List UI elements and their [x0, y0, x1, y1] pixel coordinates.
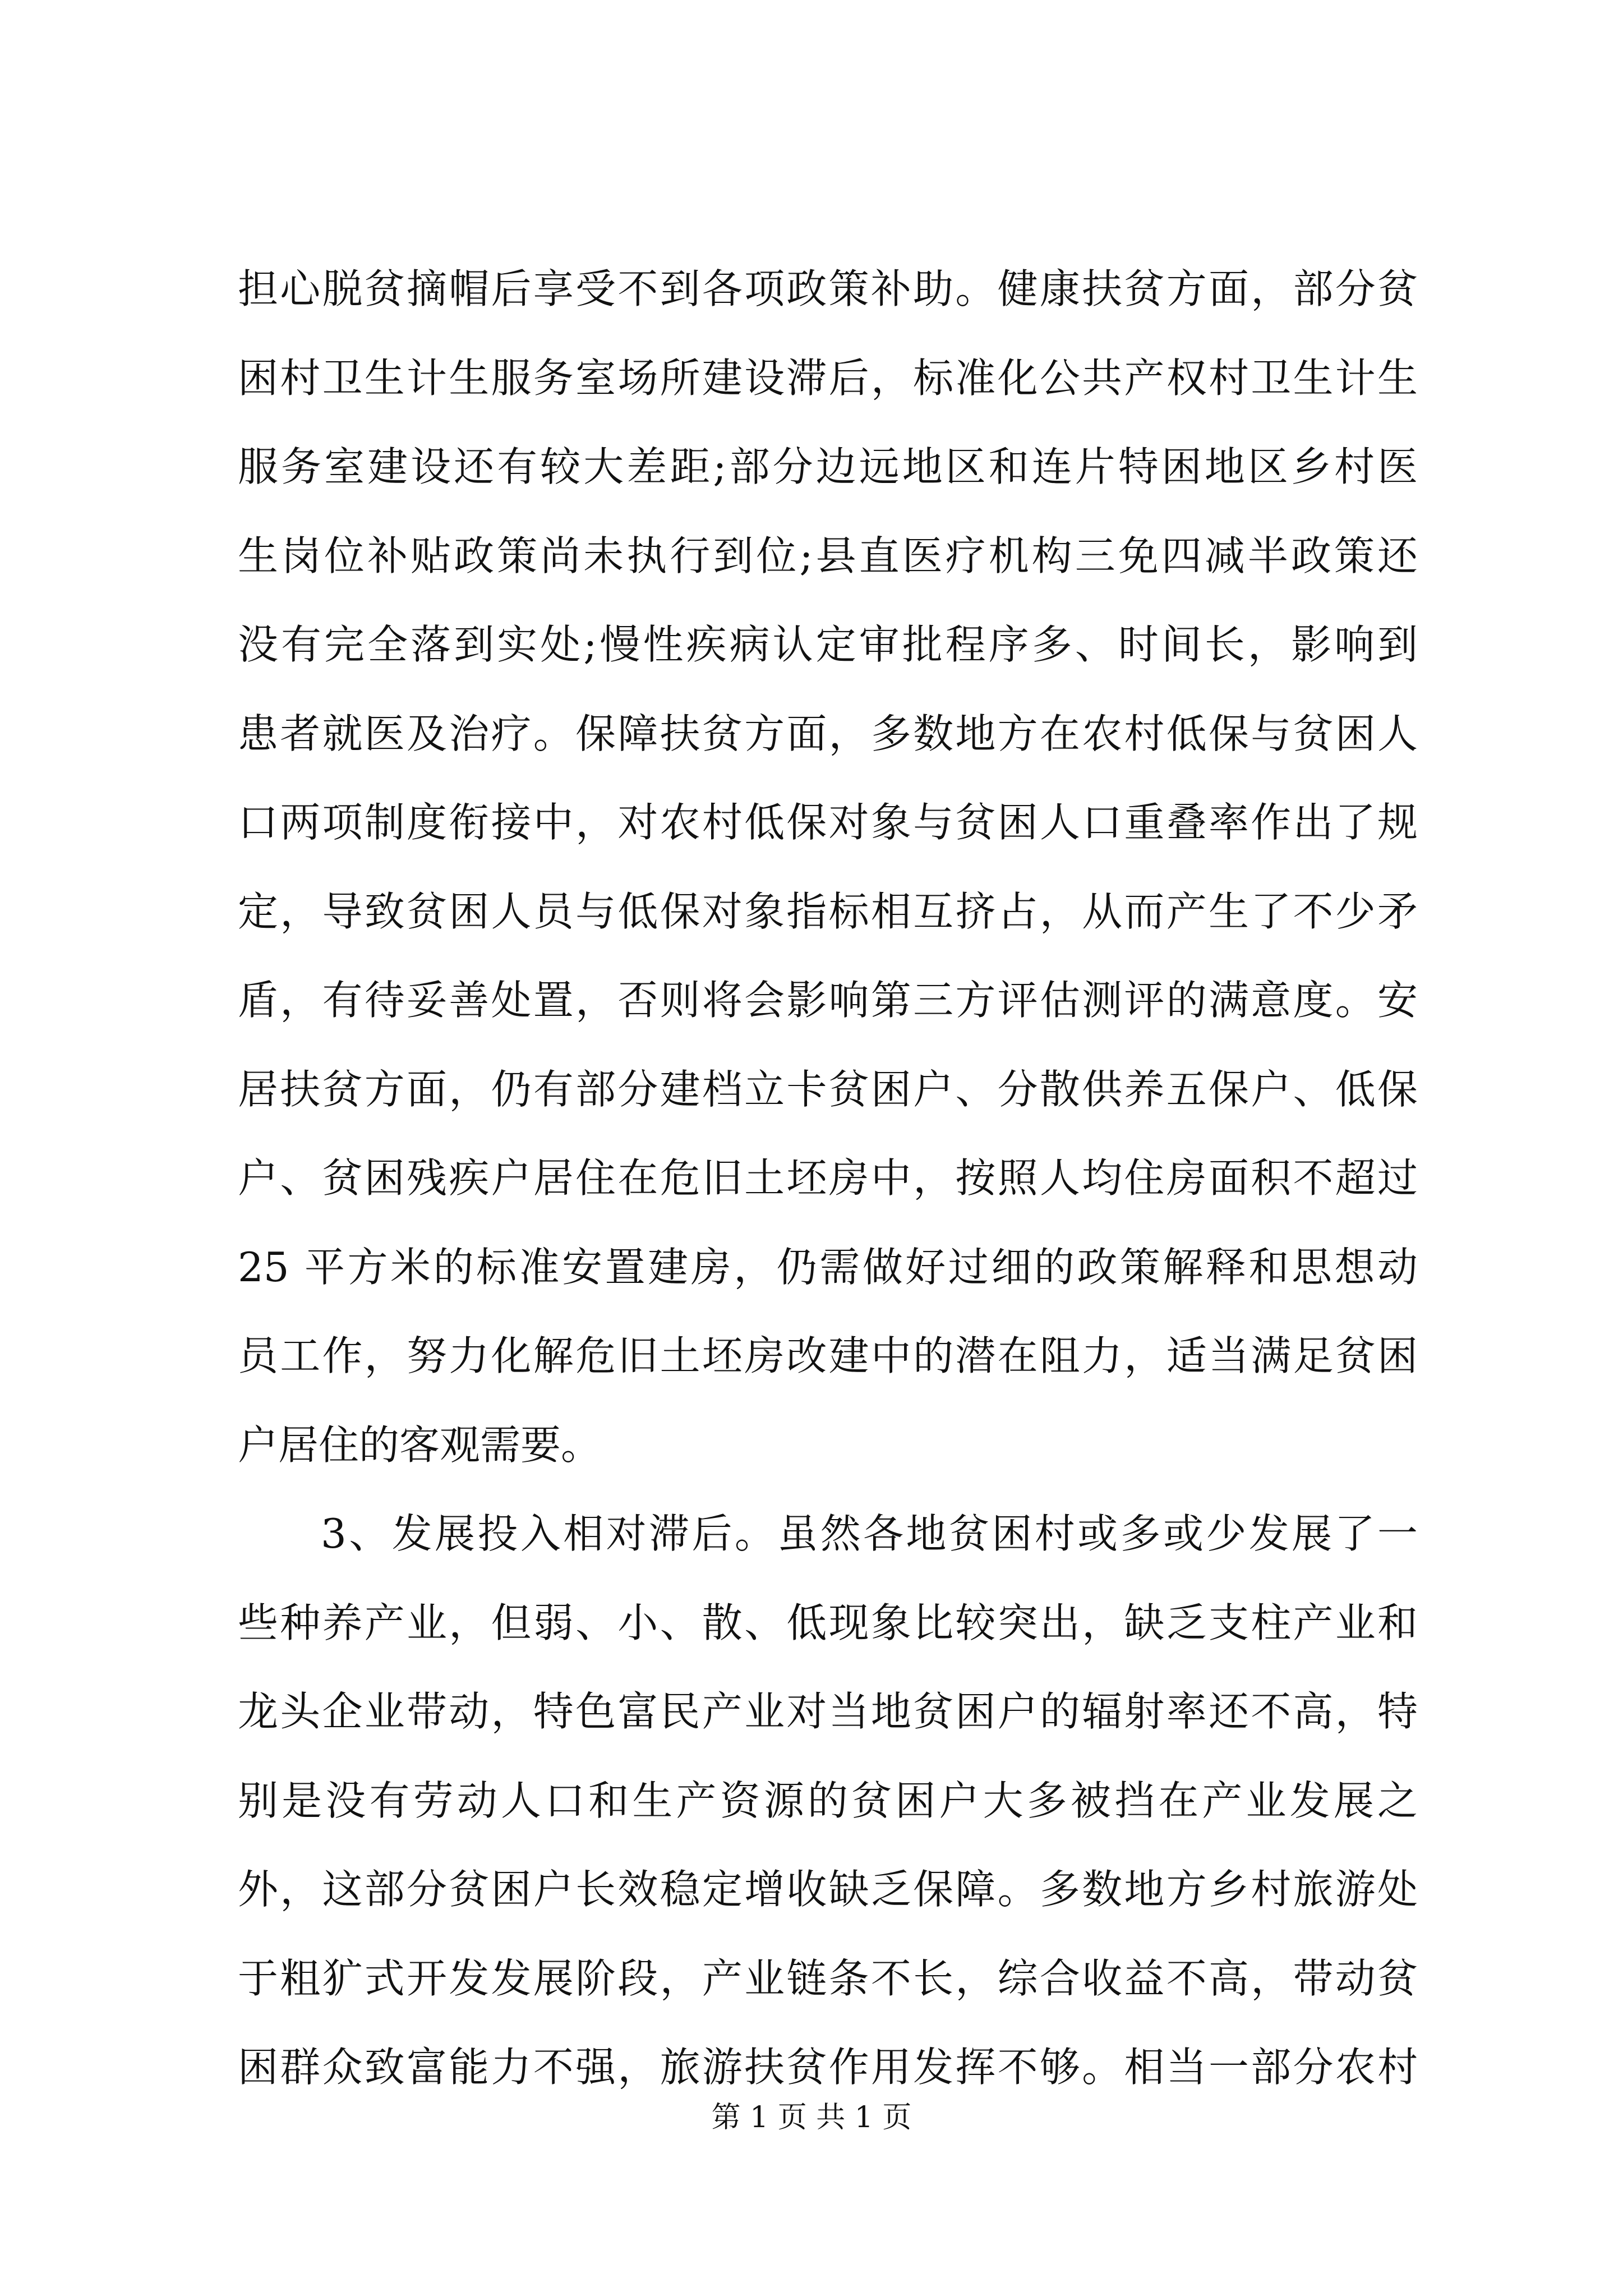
text-line: 3、发展投入相对滞后。虽然各地贫困村或多或少发展了一	[321, 1510, 1418, 1557]
text-line: 盾，有待妥善处置，否则将会影响第三方评估测评的满意度。安	[238, 977, 1418, 1024]
text-line: 外，这部分贫困户长效稳定增收缺乏保障。多数地方乡村旅游处	[238, 1866, 1418, 1913]
text-line: 服务室建设还有较大差距;部分边远地区和连片特困地区乡村医	[238, 443, 1418, 490]
text-line: 于粗犷式开发发展阶段，产业链条不长，综合收益不高，带动贫	[238, 1954, 1418, 2002]
document-body	[238, 245, 1418, 2112]
page-footer: 第 1 页 共 1 页	[711, 2101, 912, 2134]
text-line: 别是没有劳动人口和生产资源的贫困户大多被挡在产业发展之	[238, 1777, 1418, 1824]
text-line: 些种养产业，但弱、小、散、低现象比较突出，缺乏支柱产业和	[238, 1599, 1418, 1646]
text-line: 户居住的客观需要。	[238, 1421, 602, 1469]
text-line: 困群众致富能力不强，旅游扶贫作用发挥不够。相当一部分农村	[238, 2044, 1418, 2091]
text-line: 龙头企业带动，特色富民产业对当地贫困户的辐射率还不高，特	[238, 1688, 1418, 1735]
text-line: 患者就医及治疗。保障扶贫方面，多数地方在农村低保与贫困人	[238, 710, 1418, 757]
text-line: 困村卫生计生服务室场所建设滞后，标准化公共产权村卫生计生	[238, 354, 1418, 402]
text-line: 口两项制度衔接中，对农村低保对象与贫困人口重叠率作出了规	[238, 799, 1418, 846]
text-line: 25 平方米的标准安置建房，仍需做好过细的政策解释和思想动	[238, 1243, 1418, 1291]
text-line: 生岗位补贴政策尚未执行到位;县直医疗机构三免四减半政策还	[238, 532, 1418, 579]
text-line: 户、贫困残疾户居住在危旧土坯房中，按照人均住房面积不超过	[238, 1154, 1418, 1202]
text-line: 担心脱贫摘帽后享受不到各项政策补助。健康扶贫方面，部分贫	[238, 265, 1418, 312]
text-line: 没有完全落到实处;慢性疾病认定审批程序多、时间长，影响到	[238, 621, 1418, 668]
text-line: 定，导致贫困人员与低保对象指标相互挤占，从而产生了不少矛	[238, 887, 1418, 935]
text-line: 员工作，努力化解危旧土坯房改建中的潜在阻力，适当满足贫困	[238, 1332, 1418, 1379]
text-line: 居扶贫方面，仍有部分建档立卡贫困户、分散供养五保户、低保	[238, 1065, 1418, 1113]
